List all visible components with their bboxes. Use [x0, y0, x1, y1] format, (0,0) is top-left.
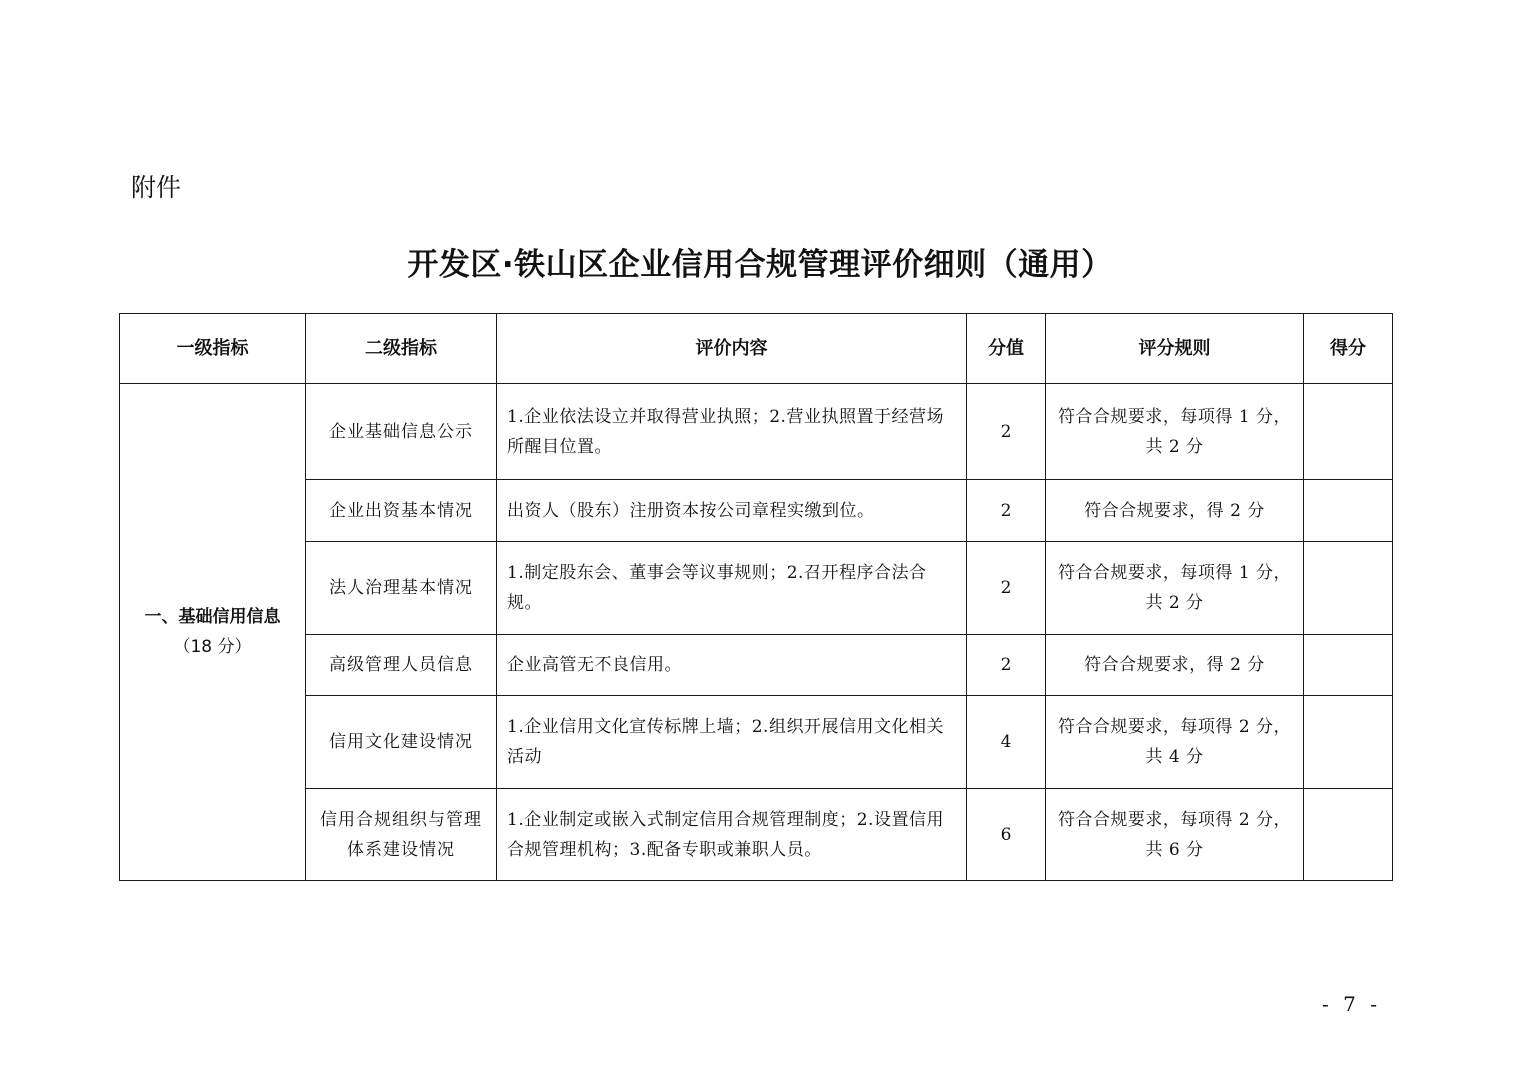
table-row — [120, 696, 1393, 789]
score-cell: 2 — [967, 542, 1046, 635]
header-level2: 二级指标 — [306, 314, 497, 384]
result-cell — [1304, 384, 1393, 480]
result-cell — [1304, 696, 1393, 789]
score-cell: 2 — [967, 635, 1046, 696]
group-name: 一、基础信用信息 — [144, 607, 281, 627]
document-title: 开发区·铁山区企业信用合规管理评价细则（通用） — [407, 247, 1113, 283]
score-cell: 2 — [967, 480, 1046, 542]
score-cell: 4 — [967, 696, 1046, 789]
rule-cell: 符合合规要求，每项得 1 分，共 2 分 — [1046, 542, 1304, 635]
table-header-row — [120, 314, 1393, 384]
indicator-cell: 企业出资基本情况 — [306, 480, 497, 542]
indicator-cell: 高级管理人员信息 — [306, 635, 497, 696]
content-cell: 1.企业制定或嵌入式制定信用合规管理制度；2.设置信用合规管理机构；3.配备专职或兼职人员。 — [497, 789, 967, 881]
attachment-label: 附件 — [131, 173, 182, 202]
score-cell: 2 — [967, 384, 1046, 480]
result-cell — [1304, 789, 1393, 881]
table-row — [120, 789, 1393, 881]
rule-cell: 符合合规要求，每项得 2 分，共 6 分 — [1046, 789, 1304, 881]
indicator-cell: 信用文化建设情况 — [306, 696, 497, 789]
header-rule: 评分规则 — [1046, 314, 1304, 384]
evaluation-table — [119, 313, 1393, 881]
rule-cell: 符合合规要求，每项得 1 分，共 2 分 — [1046, 384, 1304, 480]
indicator-cell: 信用合规组织与管理体系建设情况 — [306, 789, 497, 881]
header-result: 得分 — [1304, 314, 1393, 384]
result-cell — [1304, 480, 1393, 542]
rule-cell: 符合合规要求，每项得 2 分，共 4 分 — [1046, 696, 1304, 789]
rule-cell: 符合合规要求，得 2 分 — [1046, 635, 1304, 696]
header-content: 评价内容 — [497, 314, 967, 384]
table-row — [120, 384, 1393, 480]
header-level1: 一级指标 — [120, 314, 306, 384]
table-row — [120, 480, 1393, 542]
content-cell: 企业高管无不良信用。 — [497, 635, 967, 696]
group-cell — [120, 384, 306, 881]
indicator-cell: 法人治理基本情况 — [306, 542, 497, 635]
header-score: 分值 — [967, 314, 1046, 384]
table-row — [120, 542, 1393, 635]
group-points: （18 分） — [173, 637, 252, 657]
indicator-cell: 企业基础信息公示 — [306, 384, 497, 480]
content-cell: 1.企业依法设立并取得营业执照；2.营业执照置于经营场所醒目位置。 — [497, 384, 967, 480]
content-cell: 出资人（股东）注册资本按公司章程实缴到位。 — [497, 480, 967, 542]
score-cell: 6 — [967, 789, 1046, 881]
content-cell: 1.企业信用文化宣传标牌上墙；2.组织开展信用文化相关活动 — [497, 696, 967, 789]
table-row — [120, 635, 1393, 696]
page-number: - 7 - — [1322, 992, 1381, 1016]
rule-cell: 符合合规要求，得 2 分 — [1046, 480, 1304, 542]
result-cell — [1304, 635, 1393, 696]
result-cell — [1304, 542, 1393, 635]
content-cell: 1.制定股东会、董事会等议事规则；2.召开程序合法合规。 — [497, 542, 967, 635]
